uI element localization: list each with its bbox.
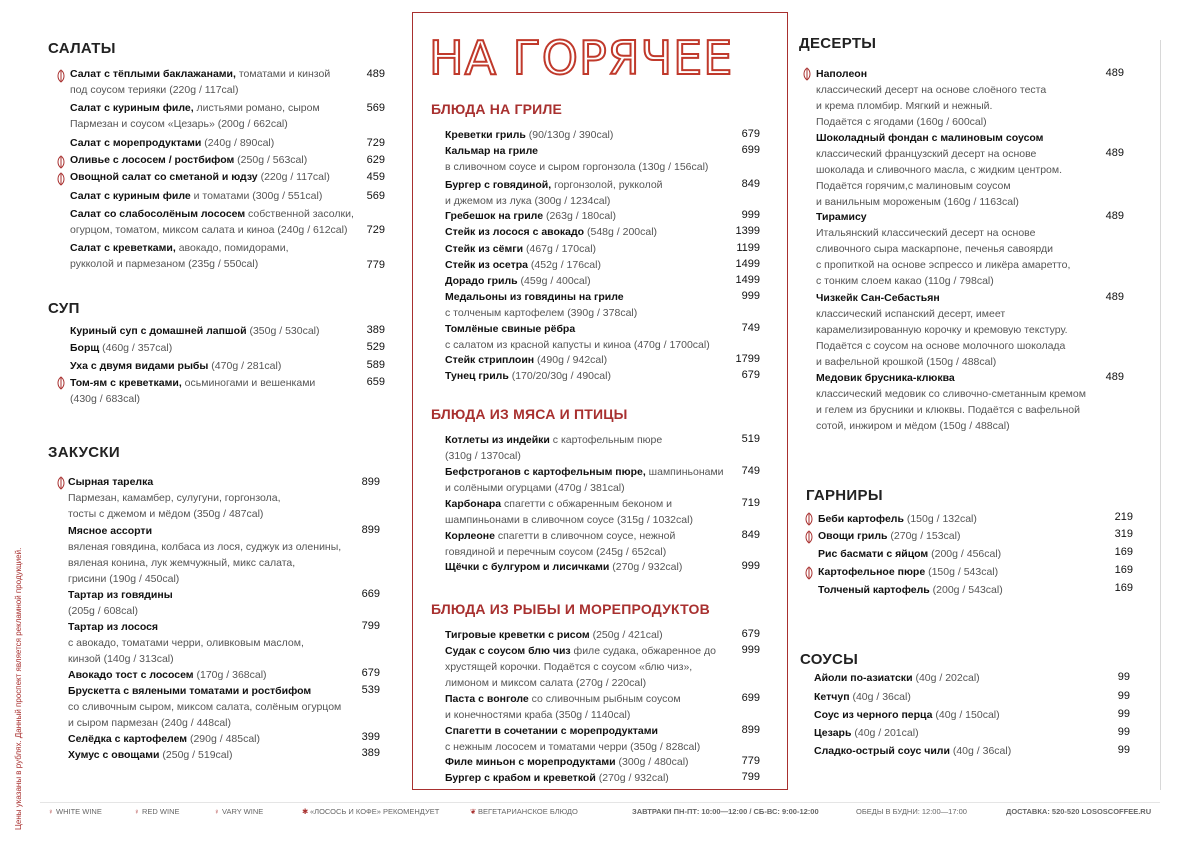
- price: 679: [741, 128, 760, 140]
- footer: [40, 802, 1160, 818]
- price: 749: [741, 322, 760, 334]
- snack-item: Сырная тарелка Пармезан, камамбер, сулугуни, горгонзола, тосты с джемом и мёдом (350g / 487cal): [68, 476, 281, 520]
- snack-item: Хумус с овощами (250g / 519cal): [68, 749, 233, 761]
- price: 1199: [736, 242, 760, 254]
- price: 899: [361, 524, 380, 536]
- price: 799: [361, 620, 380, 632]
- snack-item: Авокадо тост с лососем (170g / 368cal): [68, 669, 267, 681]
- delivery-info: ДОСТАВКА: 520-520 LOSOSCOFFEE.RU: [1006, 807, 1152, 816]
- dessert-item: Чизкейк Сан-Себастьян классический испанский десерт, имеет карамелизированную корочку и кремовую текстуру. Подаётся с соусом на основе молочного шоколада и вафельной крошкой (150g / 488cal): [816, 292, 1068, 368]
- salad-item: Салат со слабосолёным лососем собственной засолки, огурцом, томатом, миксом салата и киноа (240g / 612cal): [70, 208, 354, 236]
- price: 679: [741, 628, 760, 640]
- price: 729: [366, 137, 385, 149]
- price: 169: [1114, 546, 1133, 558]
- salads-title: САЛАТЫ: [48, 40, 116, 57]
- price: 99: [1117, 726, 1130, 738]
- price: 459: [366, 171, 385, 183]
- price: 1499: [735, 258, 760, 270]
- price: 999: [741, 290, 760, 302]
- price: 399: [361, 731, 380, 743]
- price: 489: [366, 68, 385, 80]
- leaf-icon: [56, 155, 66, 169]
- grill-item: Гребешок на гриле (263g / 180cal): [445, 210, 617, 222]
- grill-title: БЛЮДА НА ГРИЛЕ: [431, 101, 563, 117]
- grill-item: Тунец гриль (170/20/30g / 490cal): [445, 370, 611, 382]
- meat-title: БЛЮДА ИЗ МЯСА И ПТИЦЫ: [431, 406, 628, 422]
- price: 679: [741, 369, 760, 381]
- price: 569: [366, 102, 385, 114]
- salad-item: Салат с куриным филе и томатами (300g / 551cal): [70, 190, 323, 202]
- side-item: Беби картофель (150g / 132cal): [818, 513, 977, 525]
- soup-item: Куриный суп с домашней лапшой (350g / 530cal): [70, 325, 320, 337]
- desserts-title: ДЕСЕРТЫ: [799, 35, 877, 52]
- price: 489: [1105, 210, 1124, 222]
- side-item: Овощи гриль (270g / 153cal): [818, 530, 961, 542]
- meat-item: Бефстроганов с картофельным пюре, шампиньонами и солёными огурцами (470g / 381cal): [445, 466, 724, 494]
- snack-item: Тартар из лосося с авокадо, томатами черри, оливковым маслом, кинзой (140g / 313cal): [68, 621, 304, 665]
- price: 539: [361, 684, 380, 696]
- price: 699: [741, 692, 760, 704]
- snack-item: Селёдка с картофелем (290g / 485cal): [68, 733, 261, 745]
- grill-item: Кальмар на гриле в сливочном соусе и сыром горгонзола (130g / 156cal): [445, 145, 709, 173]
- price: 659: [366, 376, 385, 388]
- fish-item: Паста с вонголе со сливочным рыбным соусом и конечностями краба (350g / 1140cal): [445, 693, 681, 721]
- price: 489: [1105, 67, 1124, 79]
- price: 849: [741, 529, 760, 541]
- soup-item: Борщ (460g / 357cal): [70, 342, 173, 354]
- grill-item: Стейк из лосося с авокадо (548g / 200cal): [445, 226, 658, 238]
- column-divider: [1160, 40, 1161, 790]
- salad-item: Салат с тёплыми баклажанами, томатами и кинзой под соусом терияки (220g / 117cal): [70, 68, 331, 96]
- dessert-item: Шоколадный фондан с малиновым соусом классический французский десерт на основе шоколада и сливочного масла, с жидким центром. Подаётся горячим,с малиновым соусом и ванильным мороженым (160g / 1163cal): [816, 132, 1063, 208]
- hot-dishes-title: НА ГОРЯЧЕЕ: [429, 31, 734, 85]
- price: 389: [366, 324, 385, 336]
- salad-item: Оливье с лососем / ростбифом (250g / 563cal): [70, 154, 308, 166]
- sauce-item: Цезарь (40g / 201cal): [814, 727, 919, 739]
- price: 799: [741, 771, 760, 783]
- breakfast-hours: ЗАВТРАКИ ПН-ПТ: 10:00—12:00 / СБ-ВС: 9:00-12:00: [632, 807, 819, 816]
- leaf-icon: [56, 69, 66, 83]
- fish-item: Бургер с крабом и креветкой (270g / 932cal): [445, 772, 669, 784]
- fish-item: Спагетти в сочетании с морепродуктами с нежным лососем и томатами черри (350g / 828cal): [445, 725, 701, 753]
- price: 699: [741, 144, 760, 156]
- vegetarian-legend: ❦ ВЕГЕТАРИАНСКОЕ БЛЮДО: [470, 807, 578, 816]
- leaf-icon: [804, 530, 814, 544]
- grill-item: Дорадо гриль (459g / 400cal): [445, 275, 591, 287]
- fish-item: Судак с соусом блю чиз филе судака, обжаренное до хрустящей корочки. Подаётся с соусом «блю чиз», лимоном и миксом салата (270g / 220cal): [445, 645, 716, 689]
- grill-item: Стейк стриплоин (490g / 942cal): [445, 354, 608, 366]
- side-note: Цены указаны в рублях. Данный проспект является рекламной продукцией.: [14, 547, 23, 830]
- vary-wine-legend: ♀ VARY WINE: [214, 807, 264, 816]
- side-item: Толченый картофель (200g / 543cal): [818, 584, 1003, 596]
- price: 999: [741, 644, 760, 656]
- sauce-item: Соус из черного перца (40g / 150cal): [814, 709, 1000, 721]
- leaf-icon: [802, 67, 812, 81]
- dessert-item: Наполеон классический десерт на основе слоёного теста и крема пломбир. Мягкий и нежный. Подаётся с ягодами (160g / 600cal): [816, 68, 1047, 128]
- fish-title: БЛЮДА ИЗ РЫБЫ И МОРЕПРОДУКТОВ: [431, 601, 710, 617]
- price: 779: [366, 259, 385, 271]
- price: 169: [1114, 582, 1133, 594]
- lunch-hours: ОБЕДЫ В БУДНИ: 12:00—17:00: [856, 807, 967, 816]
- wine-glass-icon: ♀: [48, 807, 54, 816]
- meat-item: Карбонара спагетти с обжаренным беконом и шампиньонами в сливочном соусе (315g / 1032cal): [445, 498, 693, 526]
- price: 679: [361, 667, 380, 679]
- price: 569: [366, 190, 385, 202]
- price: 389: [361, 747, 380, 759]
- grill-item: Томлёные свиные рёбра с салатом из красной капусты и киноа (470g / 1700cal): [445, 323, 710, 351]
- price: 1399: [735, 225, 760, 237]
- red-wine-legend: ♀ RED WINE: [134, 807, 180, 816]
- sauce-item: Айоли по-азиатски (40g / 202cal): [814, 672, 980, 684]
- price: 849: [741, 178, 760, 190]
- price: 489: [1105, 291, 1124, 303]
- meat-item: Корлеоне спагетти в сливочном соусе, нежной говядиной и перечным соусом (245g / 652cal): [445, 530, 676, 558]
- salad-item: Салат с морепродуктами (240g / 890cal): [70, 137, 275, 149]
- price: 999: [741, 209, 760, 221]
- sauce-item: Кетчуп (40g / 36cal): [814, 691, 911, 703]
- sides-title: ГАРНИРЫ: [806, 487, 883, 504]
- snack-item: Тартар из говядины (205g / 608cal): [68, 589, 173, 617]
- dessert-item: Медовик брусника-клюква классический медовик со сливочно-сметанным кремом и гелем из брусники и клюквы. Подаётся с вафельной сотой, инжиром и мёдом (150g / 488cal): [816, 372, 1086, 432]
- snacks-title: ЗАКУСКИ: [48, 444, 120, 461]
- salad-item: Салат с куриным филе, листьями романо, сыром Пармезан и соусом «Цезарь» (200g / 662cal): [70, 102, 320, 130]
- grill-item: Бургер с говядиной, горгонзолой, рукколой и джемом из лука (300g / 1234cal): [445, 179, 663, 207]
- price: 719: [741, 497, 760, 509]
- price: 999: [741, 560, 760, 572]
- soup-title: СУП: [48, 300, 80, 317]
- price: 1799: [735, 353, 760, 365]
- leaf-icon: [56, 172, 66, 186]
- price: 99: [1117, 708, 1130, 720]
- recommends-legend: ✱ «ЛОСОСЬ И КОФЕ» РЕКОМЕНДУЕТ: [302, 807, 440, 816]
- price: 489: [1105, 371, 1124, 383]
- leaf-icon: [804, 512, 814, 526]
- wine-glass-icon: ♀: [214, 807, 220, 816]
- price: 99: [1117, 671, 1130, 683]
- soup-item: Уха с двумя видами рыбы (470g / 281cal): [70, 360, 282, 372]
- price: 319: [1114, 528, 1133, 540]
- meat-item: Котлеты из индейки с картофельным пюре (310g / 1370cal): [445, 434, 663, 462]
- price: 629: [366, 154, 385, 166]
- price: 519: [741, 433, 760, 445]
- leaf-icon: [56, 476, 66, 490]
- grill-item: Стейк из сёмги (467g / 170cal): [445, 243, 597, 255]
- hot-dishes-panel: [412, 12, 788, 790]
- soup-item: Том-ям с креветками, осьминогами и вешенками (430g / 683cal): [70, 377, 316, 405]
- recommend-icon: ✱: [302, 807, 309, 816]
- price: 219: [1114, 511, 1133, 523]
- price: 899: [741, 724, 760, 736]
- price: 489: [1105, 147, 1124, 159]
- salad-item: Овощной салат со сметаной и юдзу (220g / 117cal): [70, 171, 330, 183]
- price: 669: [361, 588, 380, 600]
- sauce-item: Сладко-острый соус чили (40g / 36cal): [814, 745, 1012, 757]
- fish-item: Тигровые креветки с рисом (250g / 421cal): [445, 629, 663, 641]
- wine-glass-icon: ♀: [134, 807, 140, 816]
- grill-item: Креветки гриль (90/130g / 390cal): [445, 129, 614, 141]
- meat-item: Щёчки с булгуром и лисичками (270g / 932cal): [445, 561, 683, 573]
- grill-item: Стейк из осетра (452g / 176cal): [445, 259, 601, 271]
- side-item: Картофельное пюре (150g / 543cal): [818, 566, 999, 578]
- price: 749: [741, 465, 760, 477]
- snack-item: Брускетта с вялеными томатами и ростбифом со сливочным сыром, миксом салата, солёным огурцом и сыром пармезан (240g / 448cal): [68, 685, 342, 729]
- price: 899: [361, 476, 380, 488]
- price: 589: [366, 359, 385, 371]
- salad-item: Салат с креветками, авокадо, помидорами, рукколой и пармезаном (235g / 550cal): [70, 242, 289, 270]
- leaf-icon: [804, 566, 814, 580]
- price: 1499: [735, 274, 760, 286]
- price: 729: [366, 224, 385, 236]
- price: 99: [1117, 690, 1130, 702]
- price: 99: [1117, 744, 1130, 756]
- sauces-title: СОУСЫ: [800, 651, 859, 668]
- white-wine-legend: ♀ WHITE WINE: [48, 807, 102, 816]
- price: 779: [741, 755, 760, 767]
- side-item: Рис басмати с яйцом (200g / 456cal): [818, 548, 1002, 560]
- price: 169: [1114, 564, 1133, 576]
- price: 529: [366, 341, 385, 353]
- leaf-icon: [56, 376, 66, 390]
- grill-item: Медальоны из говядины на гриле с толченым картофелем (390g / 378cal): [445, 291, 638, 319]
- fish-item: Филе миньон с морепродуктами (300g / 480cal): [445, 756, 689, 768]
- snack-item: Мясное ассорти вяленая говядина, колбаса из лося, суджук из оленины, вяленая конина, лук жемчужный, микс салата, грисини (190g / 450cal): [68, 525, 342, 585]
- dessert-item: Тирамису Итальянский классический десерт на основе сливочного сыра маскарпоне, печенья савоярди с пропиткой на основе эспрессо и ликёра амаретто, с тонким слоем какао (110g / 798cal): [816, 211, 1071, 287]
- leaf-icon: ❦: [470, 807, 477, 816]
